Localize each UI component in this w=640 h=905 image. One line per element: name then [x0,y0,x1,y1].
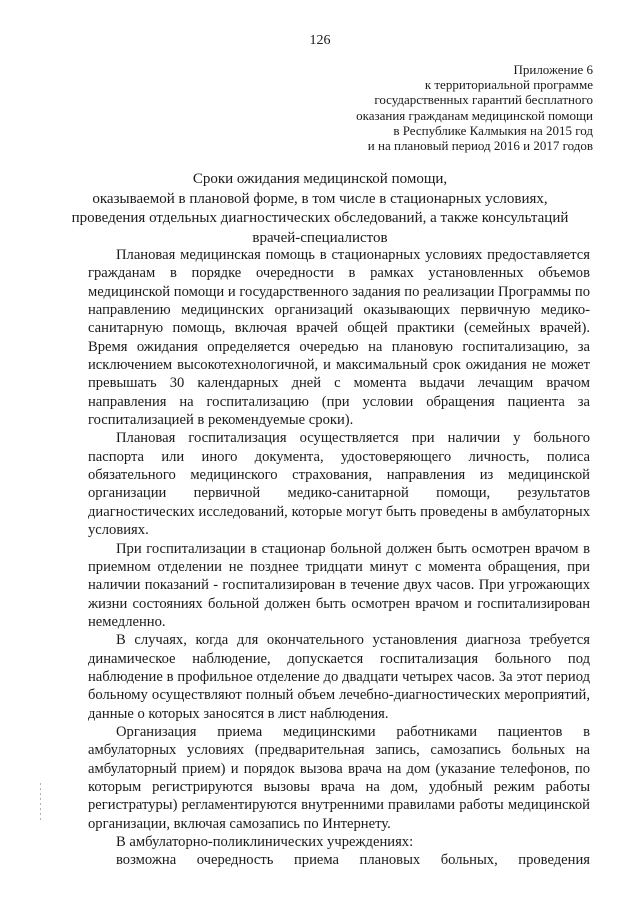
paragraph-outpatient-institutions: В амбулаторно-поликлинических учреждениях: [116,834,414,850]
paragraph-observation: В случаях, когда для окончательного установления диагноза требуется динамическое наблюдение, допускается госпитализация больного под наблюдение в профильное отделение до двадцати четырех часов. За этот период больному осуществляют полный объем лечебно-диагностических мероприятий, данные о которых заносятся в лист наблюдения. [88,632,590,722]
paragraph-planned-care: Плановая медицинская помощь в стационарных условиях предоставляется гражданам в порядке очередности в рамках установленных объемов медицинской помощи и государственного задания по реализации Программы по направлению медицинских организаций оказывающих первичную медико-санитарную помощь, включая врачей общей практики (семейных врачей). Время ожидания определяется очередью на плановую госпитализацию, за исключением высокотехнологичной, и максимальный срок ожидания не может превышать 30 календарных дней с момента выдачи лечащим врачом направления на госпитализацию (при условии обращения пациента за госпитализацией в рекомендуемые сроки). [88,247,590,429]
page-number: 126 [309,33,331,48]
paragraph-outpatient-organization: Организация приема медицинскими работниками пациентов в амбулаторных условиях (предварительная запись, самозапись больных на амбулаторный прием) и порядок вызова врача на дом (указание телефонов, по которым регистрируются вызовы врача на дом, удобный режим работы регистратуры) регламентируются внутренними правилами работы медицинской организации, включая самозапись по Интернету. [88,723,590,832]
appendix-line: к территориальной программе [424,77,593,93]
appendix-line: государственных гарантий бесплатного [374,92,593,108]
scan-margin-mark [40,783,41,823]
appendix-header [356,62,593,153]
title-line: проведения отдельных диагностических обследований, а также консультаций [71,210,569,226]
appendix-line: и на плановый период 2016 и 2017 годов [367,138,593,154]
appendix-line: оказания гражданам медицинской помощи [356,107,593,123]
document-title [0,170,640,248]
title-line: врачей-специалистов [252,229,388,246]
paragraph-admission-examination: При госпитализации в стационар больной должен быть осмотрен врачом в приемном отделении не позднее тридцати минут с момента обращения, при наличии показаний - госпитализирован в течение двух часов. При угрожающих жизни состояниях больной должен быть осмотрен врачом и госпитализирован немедленно. [88,540,590,630]
paragraph-queue: возможна очередность приема плановых больных, проведения [116,852,590,869]
document-body [88,246,590,870]
title-line: оказываемой в плановой форме, в том числе в стационарных условиях, [92,190,548,207]
appendix-line: Приложение 6 [513,62,593,77]
appendix-line: в Республике Калмыкия на 2015 год [393,122,593,138]
title-line: Сроки ожидания медицинской помощи, [192,171,448,187]
paragraph-hospitalization-documents: Плановая госпитализация осуществляется при наличии у больного паспорта или иного документа, удостоверяющего личность, полиса обязательного медицинского страхования, направления из медицинской организации первичной медико-санитарной помощи, результатов диагностических исследований, которые могут быть проведены в амбулаторных условиях. [88,430,590,539]
